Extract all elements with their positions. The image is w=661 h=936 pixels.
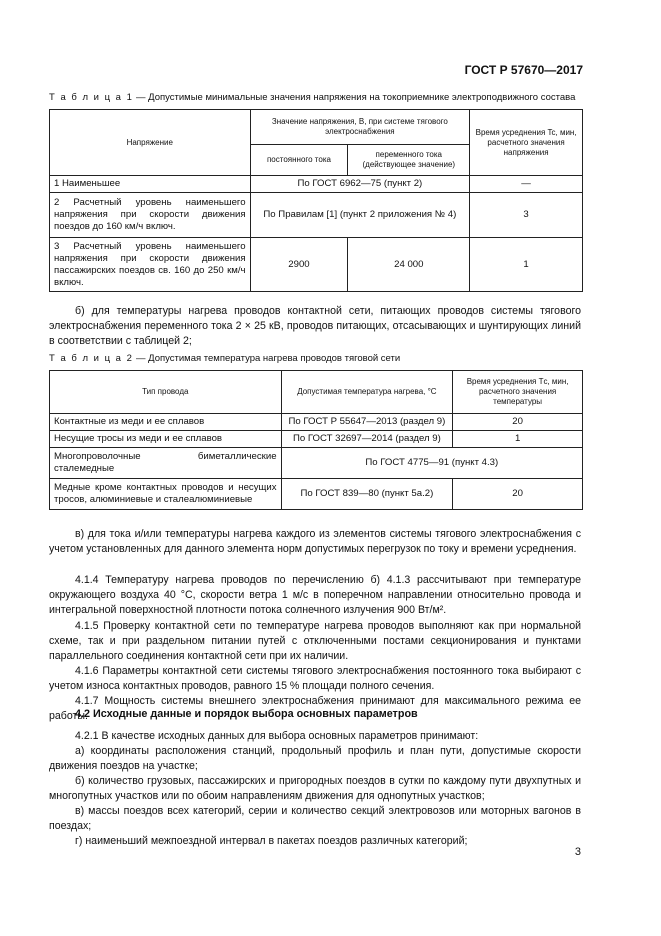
paragraph-4-2-1: 4.2.1 В качестве исходных данных для выбора основных параметров принимают:	[75, 730, 479, 742]
table1-row3-ac: 24 000	[348, 238, 470, 292]
list-item-b: б) количество грузовых, пассажирских и пригородных поездов в сутки по каждому пути двухпутных и многопутных участков или по обоим направлениям движения для однопутных участков;	[49, 775, 581, 802]
table2-col-temp: Допустимая температура нагрева, °С	[281, 371, 453, 414]
table1-header-row	[50, 110, 583, 145]
table2-row2-temp: По ГОСТ 32697—2014 (раздел 9)	[281, 431, 453, 448]
table-row	[50, 431, 583, 448]
table2-row2-type: Несущие тросы из меди и ее сплавов	[50, 431, 282, 448]
paragraph-4-1-6: 4.1.6 Параметры контактной сети системы тягового электроснабжения постоянного тока выбирают с учетом износа контактных проводов, равного 15 % площади полного сечения.	[49, 665, 581, 692]
table-row	[50, 193, 583, 238]
table2-caption	[49, 353, 400, 364]
table2-row1-temp: По ГОСТ Р 55647—2013 (раздел 9)	[281, 414, 453, 431]
table1-row1-value: По ГОСТ 6962—75 (пункт 2)	[250, 176, 470, 193]
paragraph-b: б) для температуры нагрева проводов контактной сети, питающих проводов системы тягового электроснабжения переменного тока 2 × 25 кВ, проводов питающих, отсасывающих и шунтирующих линий в соответствии с таблицей 2;	[49, 305, 581, 347]
table-row	[50, 176, 583, 193]
table1-row3-label: 3 Расчетный уровень наименьшего напряжения при скорости движения пассажирских поездов св. 160 до 250 км/ч включ.	[50, 238, 251, 292]
section-heading-4-2: 4.2 Исходные данные и порядок выбора основных параметров	[75, 708, 418, 720]
table2-caption-label: Т а б л и ц а 2	[49, 353, 134, 364]
table2-row4-type: Медные кроме контактных проводов и несущих тросов, алюминиевые и сталеалюминиевые	[50, 479, 282, 510]
table1-row3-time: 1	[470, 238, 583, 292]
paragraph-4-1-5: 4.1.5 Проверку контактной сети по температуре нагрева проводов выполняют как при нормальной схеме, так и при раздельном питании путей с отключенными постами секционирования и пунктами параллельного соединения контактной сети при их наличии.	[49, 620, 581, 662]
table1-col-dc: постоянного тока	[250, 145, 348, 176]
list-item-v: в) массы поездов всех категорий, серии и количество секций электровозов или моторных вагонов в поездах;	[49, 805, 581, 832]
paragraph-4-1-7: 4.1.7 Мощность системы внешнего электроснабжения принимают для максимального режима ее работы.	[49, 695, 581, 722]
table-row	[50, 479, 583, 510]
table1-caption-label: Т а б л и ц а 1	[49, 92, 134, 103]
list-item-a: а) координаты расположения станций, продольный профиль и план пути, допустимые скорости движения поездов на участке;	[49, 745, 581, 772]
table2-caption-text: — Допустимая температура нагрева проводов тяговой сети	[133, 353, 401, 364]
page-number: 3	[574, 846, 581, 858]
table1-caption	[49, 92, 575, 103]
table1-row2-value: По Правилам [1] (пункт 2 приложения № 4)	[250, 193, 470, 238]
table2-row1-type: Контактные из меди и ее сплавов	[50, 414, 282, 431]
table1-row2-label: 2 Расчетный уровень наименьшего напряжения при скорости движения поездов до 160 км/ч включ.	[50, 193, 251, 238]
table1	[49, 109, 583, 292]
table2-row3-temp: По ГОСТ 4775—91 (пункт 4.3)	[281, 448, 582, 479]
table1-row2-time: 3	[470, 193, 583, 238]
document-number: ГОСТ Р 57670—2017	[464, 63, 583, 77]
table-row	[50, 238, 583, 292]
paragraph-v: в) для тока и/или температуры нагрева каждого из элементов системы тягового электроснабжения с учетом установленных для данного элемента норм допустимых перегрузок по току и времени усреднения.	[49, 528, 581, 555]
table1-col-ac: переменного тока (действующее значение)	[348, 145, 470, 176]
table-row	[50, 448, 583, 479]
paragraph-4-1-4: 4.1.4 Температуру нагрева проводов по перечислению б) 4.1.3 рассчитывают при температуре окружающего воздуха 40 °С, скорости ветра 1 м/с в поперечном направлении относительно провода и интегральной поверхностной плотности потока солнечного излучения 900 Вт/м².	[49, 574, 581, 616]
table-row	[50, 414, 583, 431]
table2-col-time: Время усреднения Tс, мин, расчетного значения температуры	[453, 371, 583, 414]
table1-row1-time: —	[470, 176, 583, 193]
table2	[49, 370, 583, 510]
table1-row1-label: 1 Наименьшее	[50, 176, 251, 193]
table2-row3-type: Многопроволочные биметаллические сталемедные	[50, 448, 282, 479]
table1-col-values: Значение напряжения, В, при системе тягового электроснабжения	[250, 110, 470, 145]
table2-row2-time: 1	[453, 431, 583, 448]
table1-col-time: Время усреднения Tc, мин, расчетного значения напряжения	[470, 110, 583, 176]
list-item-g: г) наименьший межпоездной интервал в пакетах поездов различных категорий;	[75, 835, 468, 847]
table1-col-voltage: Напряжение	[50, 110, 251, 176]
table2-col-type: Тип провода	[50, 371, 282, 414]
table1-caption-text: — Допустимые минимальные значения напряжения на токоприемнике электроподвижного состава	[133, 92, 576, 103]
table2-row4-temp: По ГОСТ 839—80 (пункт 5а.2)	[281, 479, 453, 510]
table2-header-row	[50, 371, 583, 414]
table1-row3-dc: 2900	[250, 238, 348, 292]
table2-row1-time: 20	[453, 414, 583, 431]
table2-row4-time: 20	[453, 479, 583, 510]
